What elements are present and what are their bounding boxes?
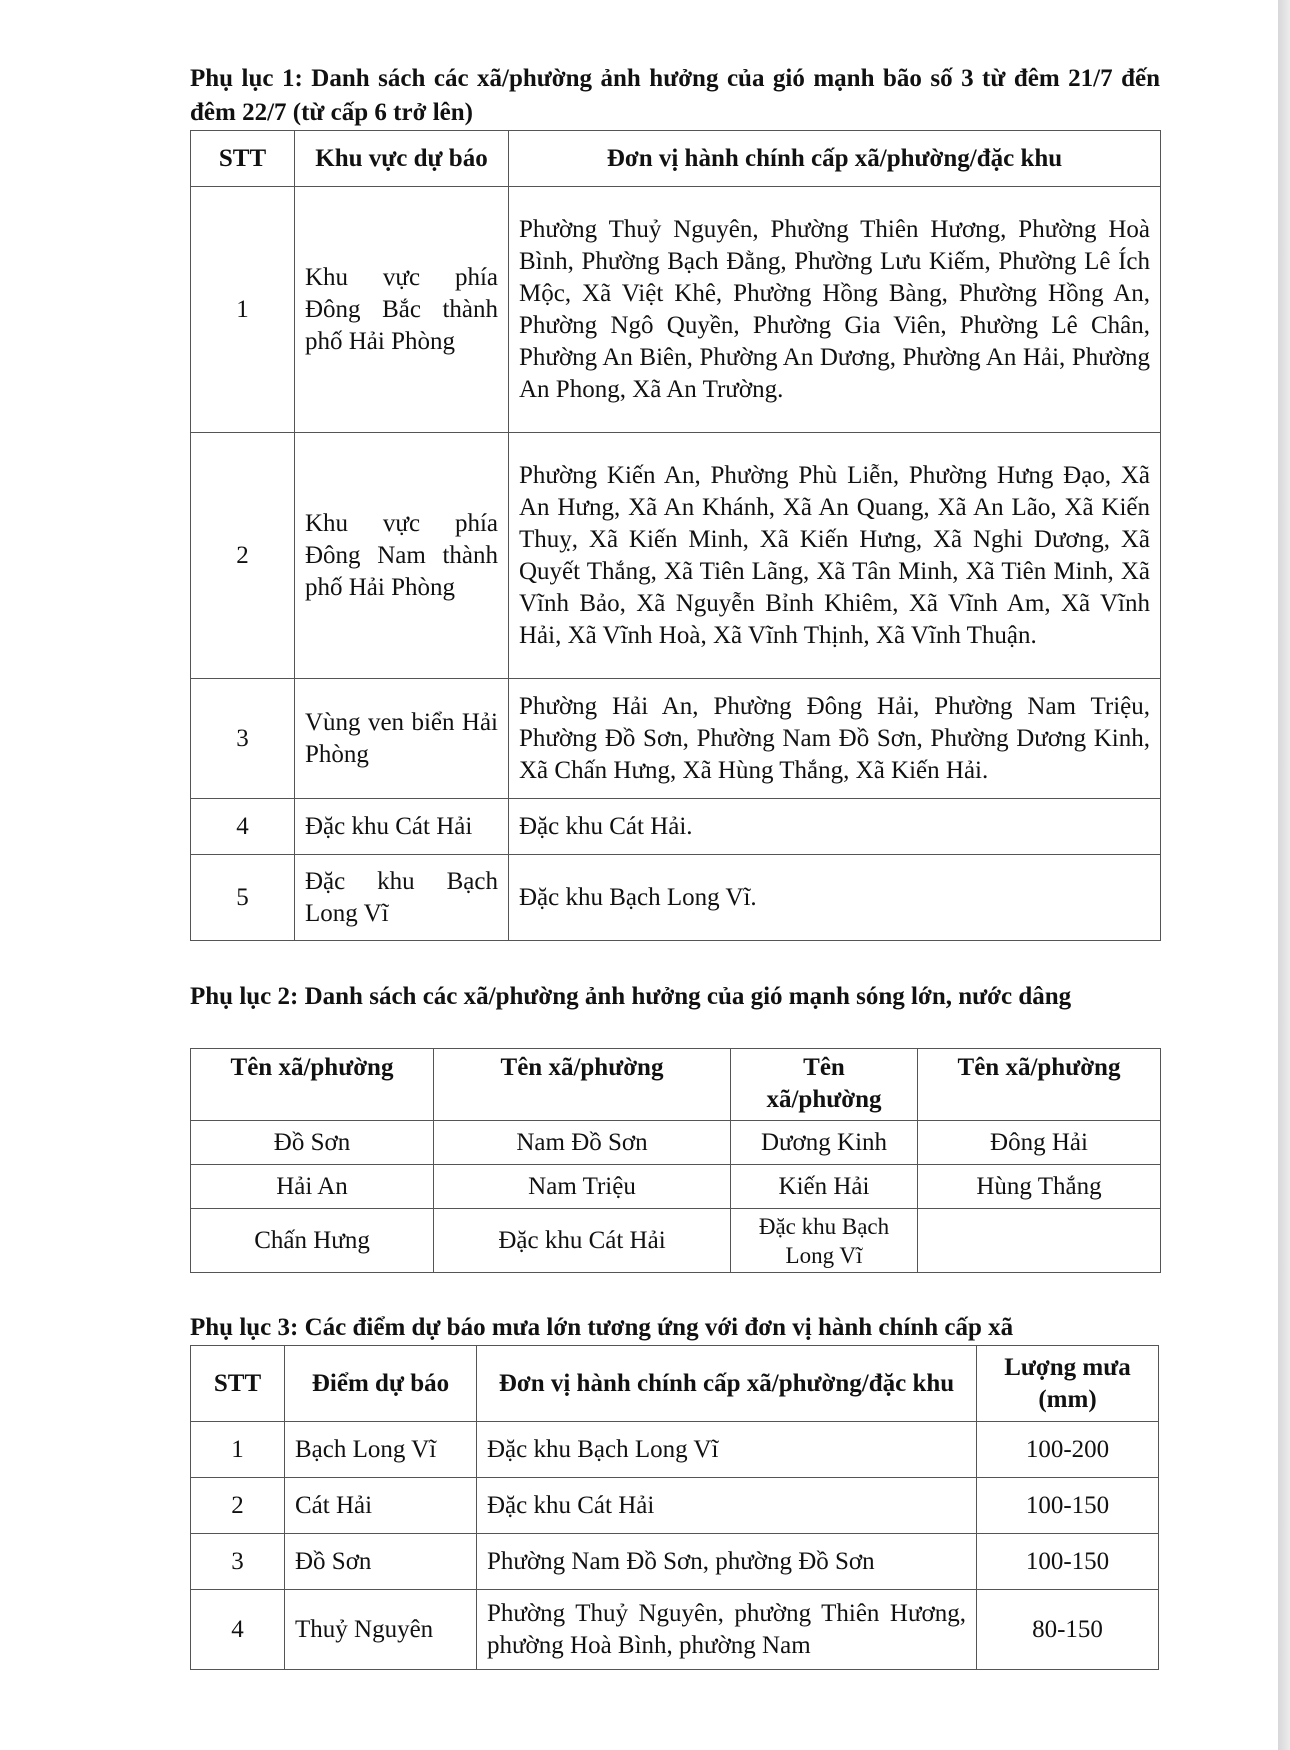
row-rainfall: 100-200 xyxy=(977,1422,1159,1478)
appendix2-title: Phụ lục 2: Danh sách các xã/phường ảnh hưởng của gió mạnh sóng lớn, nước dâng xyxy=(190,983,1072,1010)
row-stt: 4 xyxy=(191,799,295,855)
row-units: Phường Thuỷ Nguyên, Phường Thiên Hương, Phường Hoà Bình, Phường Bạch Đằng, Phường Lưu Kiếm, Phường Lê Ích Mộc, Xã Việt Khê, Phường Hồng Bàng, Phường Hồng An, Phường Ngô Quyền, Phường Gia Viên, Phường Lê Chân, Phường An Biên, Phường An Dương, Phường An Hải, Phường An Phong, Xã An Trường. xyxy=(509,187,1161,433)
cell: Đặc khu Cát Hải xyxy=(434,1209,731,1273)
row-units: Phường Hải An, Phường Đông Hải, Phường Nam Triệu, Phường Đồ Sơn, Phường Nam Đồ Sơn, Phường Dương Kinh, Xã Chấn Hưng, Xã Hùng Thắng, Xã Kiến Hải. xyxy=(509,679,1161,799)
row-units: Phường Kiến An, Phường Phù Liễn, Phường Hưng Đạo, Xã An Hưng, Xã An Khánh, Xã An Quang, Xã An Lão, Xã Kiến Thuỵ, Xã Kiến Minh, Xã Kiến Hưng, Xã Nghi Dương, Xã Quyết Thắng, Xã Tiên Lãng, Xã Tân Minh, Xã Tiên Minh, Xã Vĩnh Bảo, Xã Nguyễn Bỉnh Khiêm, Xã Vĩnh Am, Xã Vĩnh Hải, Xã Vĩnh Hoà, Xã Vĩnh Thịnh, Xã Vĩnh Thuận. xyxy=(509,433,1161,679)
row-units: Phường Thuỷ Nguyên, phường Thiên Hương, phường Hoà Bình, phường Nam xyxy=(477,1590,977,1670)
row-stt: 2 xyxy=(191,433,295,679)
header-name: Tên xã/phường xyxy=(918,1049,1161,1121)
cell: Nam Triệu xyxy=(434,1165,731,1209)
row-stt: 1 xyxy=(191,187,295,433)
table-header-row xyxy=(191,131,1161,187)
header-stt: STT xyxy=(191,1346,285,1422)
header-area: Khu vực dự báo xyxy=(295,131,509,187)
appendix1-title: Phụ lục 1: Danh sách các xã/phường ảnh hưởng của gió mạnh bão số 3 từ đêm 21/7 đến đêm 22/7 (từ cấp 6 trở lên) xyxy=(190,65,1160,126)
cell: Chấn Hưng xyxy=(191,1209,434,1273)
appendix3-title: Phụ lục 3: Các điểm dự báo mưa lớn tương ứng với đơn vị hành chính cấp xã xyxy=(190,1314,1014,1341)
cell: Kiến Hải xyxy=(731,1165,918,1209)
table-row xyxy=(191,679,1161,799)
row-area: Khu vực phía Đông Nam thành phố Hải Phòng xyxy=(295,433,509,679)
table-row xyxy=(191,1590,1159,1670)
row-rainfall: 80-150 xyxy=(977,1590,1159,1670)
header-units: Đơn vị hành chính cấp xã/phường/đặc khu xyxy=(477,1346,977,1422)
row-area: Đặc khu Bạch Long Vĩ xyxy=(295,855,509,941)
header-units: Đơn vị hành chính cấp xã/phường/đặc khu xyxy=(509,131,1161,187)
cell: Hải An xyxy=(191,1165,434,1209)
row-stt: 3 xyxy=(191,1534,285,1590)
header-point: Điểm dự báo xyxy=(285,1346,477,1422)
row-units: Đặc khu Cát Hải. xyxy=(509,799,1161,855)
table-row xyxy=(191,1478,1159,1534)
row-stt: 1 xyxy=(191,1422,285,1478)
row-area: Đặc khu Cát Hải xyxy=(295,799,509,855)
row-point: Thuỷ Nguyên xyxy=(285,1590,477,1670)
header-name: Tên xã/phường xyxy=(191,1049,434,1121)
cell: Hùng Thắng xyxy=(918,1165,1161,1209)
cell: Nam Đồ Sơn xyxy=(434,1121,731,1165)
row-rainfall: 100-150 xyxy=(977,1478,1159,1534)
table-row xyxy=(191,1534,1159,1590)
cell: Đồ Sơn xyxy=(191,1121,434,1165)
row-units: Đặc khu Cát Hải xyxy=(477,1478,977,1534)
row-point: Bạch Long Vĩ xyxy=(285,1422,477,1478)
row-stt: 5 xyxy=(191,855,295,941)
table-row xyxy=(191,433,1161,679)
table-row xyxy=(191,1165,1161,1209)
table-header-row xyxy=(191,1049,1161,1121)
table-row xyxy=(191,187,1161,433)
appendix2-table xyxy=(190,1048,1161,1273)
page-edge xyxy=(1278,0,1290,1750)
row-area: Khu vực phía Đông Bắc thành phố Hải Phòng xyxy=(295,187,509,433)
row-stt: 3 xyxy=(191,679,295,799)
row-area: Vùng ven biển Hải Phòng xyxy=(295,679,509,799)
row-stt: 4 xyxy=(191,1590,285,1670)
cell xyxy=(918,1209,1161,1273)
appendix1-table xyxy=(190,130,1161,941)
row-units: Đặc khu Bạch Long Vĩ xyxy=(477,1422,977,1478)
header-name: Tên xã/phường xyxy=(434,1049,731,1121)
row-units: Đặc khu Bạch Long Vĩ. xyxy=(509,855,1161,941)
appendix3-table xyxy=(190,1345,1159,1670)
table-row xyxy=(191,1209,1161,1273)
row-rainfall: 100-150 xyxy=(977,1534,1159,1590)
header-rainfall: Lượng mưa (mm) xyxy=(977,1346,1159,1422)
cell: Dương Kinh xyxy=(731,1121,918,1165)
table-row xyxy=(191,1422,1159,1478)
table-header-row xyxy=(191,1346,1159,1422)
row-point: Cát Hải xyxy=(285,1478,477,1534)
row-stt: 2 xyxy=(191,1478,285,1534)
cell: Đông Hải xyxy=(918,1121,1161,1165)
row-units: Phường Nam Đồ Sơn, phường Đồ Sơn xyxy=(477,1534,977,1590)
header-name: Tên xã/phường xyxy=(731,1049,918,1121)
table-row xyxy=(191,1121,1161,1165)
table-row xyxy=(191,855,1161,941)
header-stt: STT xyxy=(191,131,295,187)
row-point: Đồ Sơn xyxy=(285,1534,477,1590)
table-row xyxy=(191,799,1161,855)
cell: Đặc khu Bạch Long Vĩ xyxy=(731,1209,918,1273)
